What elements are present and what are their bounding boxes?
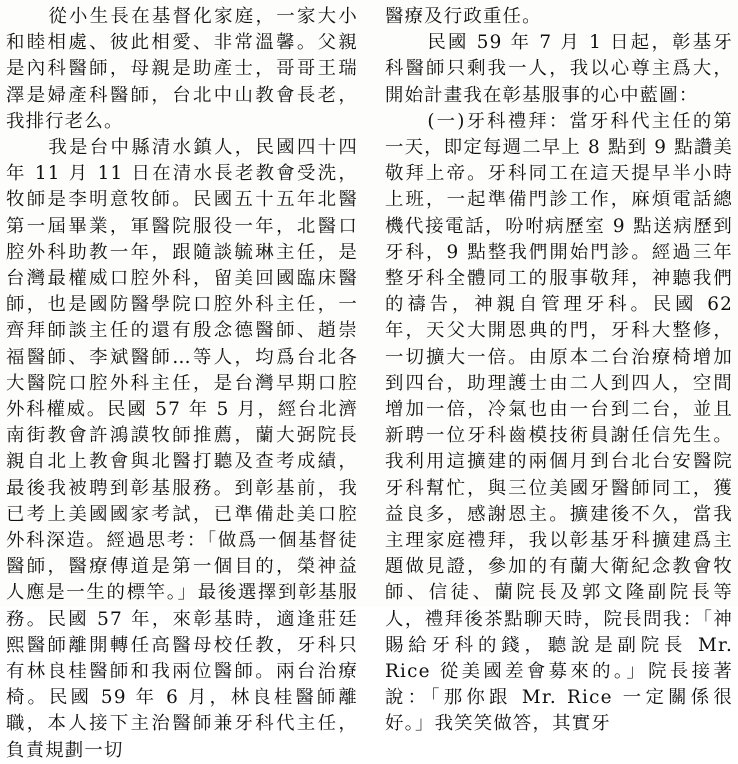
column-gutter [368, 0, 369, 607]
left-column [6, 4, 358, 764]
paragraph-dental-worship: (一)牙科禮拜：當牙科代主任的第一天，即定每週二早上 8 點到 9 點讚美敬拜上帝。牙科同工在這天提早半小時上班，一起準備門診工作，麻煩電話總機代接電話，吩咐病歷室 9 點送病歷到牙科，9 點整我們開始門診。經過三年整牙科全體同工的服事敬拜，神聽我們的禱告，神親自管理牙科。民國 62 年，天父大開恩典的門，牙科大整修，一切擴大一倍。由原本二台治療椅增加到四台，助理護士由二人到四人，空間增加一倍，冷氣也由一台到二台，並且新聘一位牙科齒模技術員謝任信先生。我利用這擴建的兩個月到台北台安醫院牙科幫忙，與三位美國牙醫師同工，獲益良多，感謝恩主。擴建後不久，當我主理家庭禮拜，我以彰基牙科擴建爲主題做見證，參加的有蘭大衛紀念教會牧師、信徒、蘭院長及郭文隆副院長等人，禮拜後茶點聊天時，院長問我：「神賜給牙科的錢，聽說是副院長 Mr. Rice 從美國差會募來的。」院長接著說：「那你跟 Mr. Rice 一定關係很好。」我笑笑做答，其實牙 [385, 110, 733, 735]
paragraph-family-background: 從小生長在基督化家庭，一家大小和睦相處、彼此相愛、非常溫馨。父親是內科醫師，母親是助產士，哥哥王瑞澤是婦產科醫師，台北中山教會長老，我排行老么。 [6, 6, 358, 132]
right-column [385, 4, 733, 738]
paragraph-continuation: 醫療及行政重任。 [385, 6, 542, 27]
paragraph-career-history: 我是台中縣清水鎮人，民國四十四年 11 月 11 日在清水長老教會受洗，牧師是李明意牧師。民國五十五年北醫第一屆畢業，軍醫院服役一年，北醫口腔外科助教一年，跟隨談毓琳主任，是台灣最權威口腔外科，留美回國臨床醫師，也是國防醫學院口腔外科主任，一齊拜師談主任的還有殷念德醫師、趙崇福醫師、李斌醫師…等人，均爲台北各大醫院口腔外科主任，是台灣早期口腔外科權威。民國 57 年 5 月，經台北濟南街教會許鴻謨牧師推薦，蘭大弼院長親自北上教會與北醫打聽及查考成績，最後我被聘到彰基服務。到彰基前，我已考上美國國家考試，已準備赴美口腔外科深造。經過思考：「做爲一個基督徒醫師，醫療傳道是第一個目的，榮神益人應是一生的標竿。」最後選擇到彰基服務。民國 57 年，來彰基時，適逢莊廷熙醫師離開轉任高醫母校任教，牙科只有林良桂醫師和我兩位醫師。兩台治療椅。民國 59 年 6 月，林良桂醫師離職，本人接下主治醫師兼牙科代主任，負責規劃一切 [6, 137, 358, 761]
paragraph-blueprint-intro: 民國 59 年 7 月 1 日起，彰基牙科醫師只剩我一人，我以心尊主爲大，開始計畫我在彰基服事的心中藍圖： [385, 32, 733, 106]
